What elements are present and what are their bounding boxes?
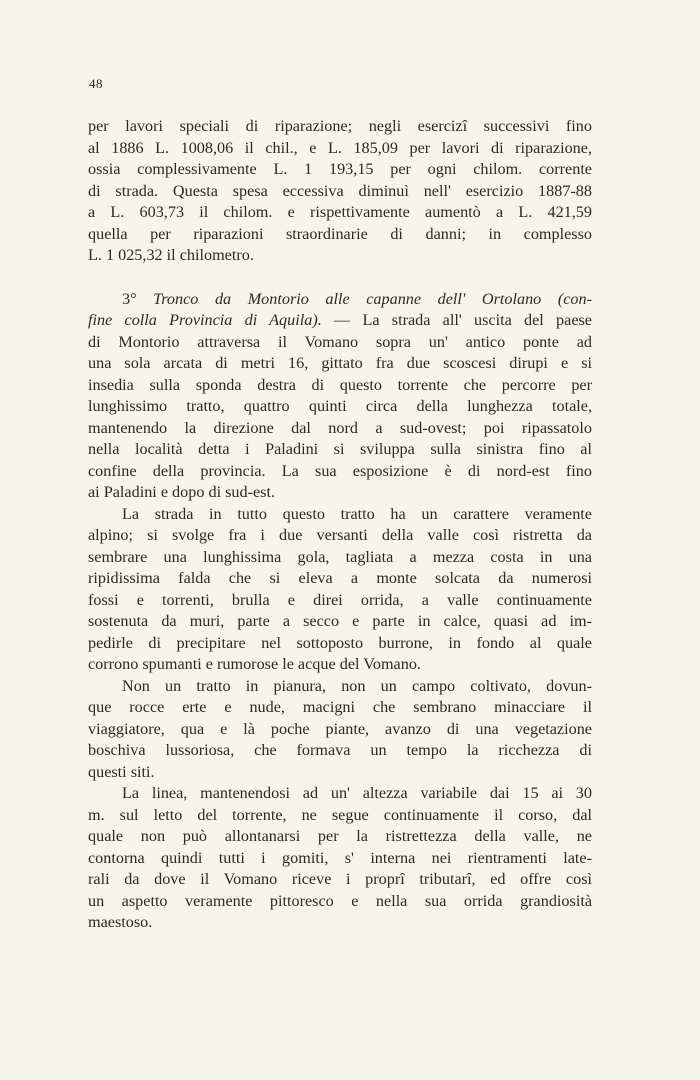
text-line: L. 1 025,32 il chilometro. (88, 246, 254, 264)
text-line: quale non può allontanarsi per la ristrettezza della valle, ne (88, 827, 592, 845)
section-heading-line (88, 310, 592, 332)
text-line: ossia complessivamente L. 1 193,15 per ogni chilom. corrente (88, 160, 592, 178)
text-line: rali da dove il Vomano riceve i proprî tributarî, ed offre così (88, 870, 592, 888)
text-line: La linea, mantenendosi ad un' altezza variabile dai 15 ai 30 (122, 784, 592, 802)
page-number: 48 (89, 76, 103, 91)
section-number: 3° (122, 289, 154, 308)
text-line: mantenendo la direzione dal nord a sud-ovest; poi ripassatolo (88, 418, 592, 437)
text-line: sostenuta da muri, parte a secco e parte in calce, quasi ad im- (88, 612, 592, 630)
paragraph-1 (88, 116, 592, 267)
text-line: nella località detta i Paladini si sviluppa sulla sinistra fino al (88, 440, 592, 458)
paragraph-2 (88, 289, 592, 504)
section-heading-line (88, 289, 592, 311)
text-line: insedia sulla sponda destra di questo torrente che percorre per (88, 375, 592, 394)
text-line: di strada. Questa spesa eccessiva diminuì nell' esercizio 1887-88 (88, 181, 592, 200)
section-title: Tronco da Montorio alle capanne dell' Ortolano (con- (153, 289, 592, 308)
text-line: sembrare una lunghissima gola, tagliata a mezza costa in una (88, 547, 592, 566)
text-line: Non un tratto in pianura, non un campo coltivato, dovun- (122, 676, 592, 695)
text-line: ai Paladini e dopo di sud-est. (88, 483, 276, 501)
text-line: corrono spumanti e rumorose le acque del Vomano. (88, 655, 421, 673)
section-title-cont: fine colla Provincia di Aquila). (88, 311, 322, 329)
text-line: boschiva lussoriosa, che formava un tempo la ricchezza di (88, 741, 592, 759)
text-line: una sola arcata di metri 16, gittato fra due scoscesi dirupi e si (88, 354, 592, 372)
body-text (88, 116, 592, 934)
paragraph-3 (88, 504, 592, 676)
text-line: per lavori speciali di riparazione; negli esercizî successivi fino (88, 117, 592, 135)
text-line: ripidissima falda che si eleva a monte solcata da numerosi (88, 569, 592, 587)
text-line: viaggiatore, qua e là poche piante, avanzo di una vegetazione (88, 719, 592, 738)
text-line: al 1886 L. 1008,06 il chil., e L. 185,09 per lavori di riparazione, (88, 138, 592, 157)
text-line: a L. 603,73 il chilom. e rispettivamente aumentò a L. 421,59 (88, 203, 592, 221)
text-line: alpino; si svolge fra i due versanti della valle così ristretta da (88, 526, 592, 544)
section-text: — La strada all' uscita del paese (321, 311, 592, 329)
text-line: questi siti. (88, 762, 155, 781)
text-line: contorna quindi tutti i gomiti, s' interna nei rientramenti late- (88, 848, 592, 867)
text-line: fossi e torrenti, brulla e direi orrida, a valle continuamente (88, 590, 592, 609)
text-line: confine della provincia. La sua esposizione è di nord-est fino (88, 461, 592, 480)
text-line: maestoso. (88, 913, 153, 931)
text-line: m. sul letto del torrente, ne segue continuamente il corso, dal (88, 805, 592, 824)
text-line: que rocce erte e nude, macigni che sembrano minacciare il (88, 698, 592, 716)
paragraph-5 (88, 783, 592, 934)
text-line: un aspetto veramente pittoresco e nella sua orrida grandiosità (88, 891, 592, 910)
text-line: di Montorio attraversa il Vomano sopra un' antico ponte ad (88, 332, 592, 351)
text-line: pedirle di precipitare nel sottoposto burrone, in fondo al quale (88, 633, 592, 652)
paragraph-4 (88, 676, 592, 784)
text-line: lunghissimo tratto, quattro quinti circa della lunghezza totale, (88, 397, 592, 415)
text-line: La strada in tutto questo tratto ha un carattere veramente (122, 504, 592, 523)
text-line: quella per riparazioni straordinarie di danni; in complesso (88, 224, 592, 243)
